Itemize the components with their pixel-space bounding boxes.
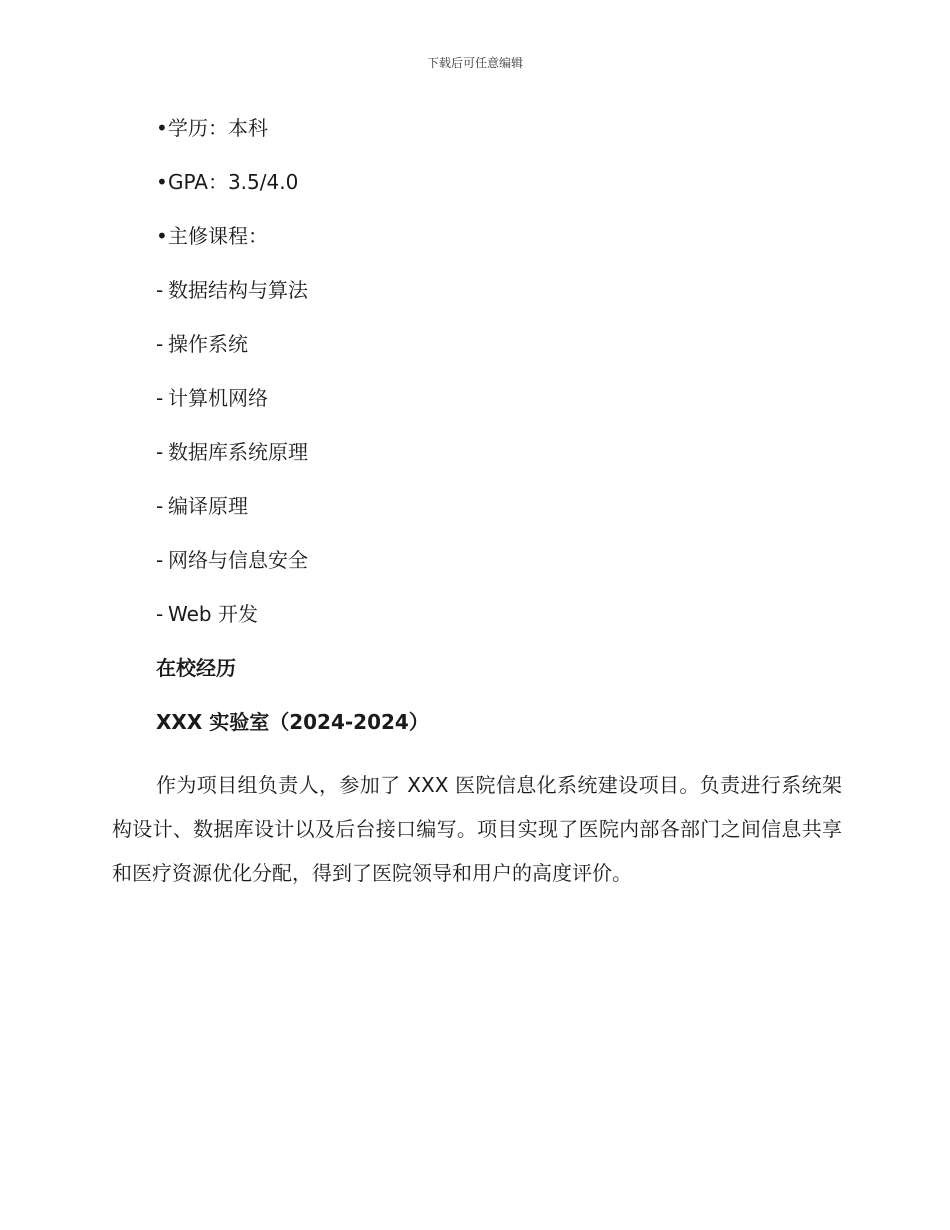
course-item: [156, 490, 846, 522]
dash-icon: -: [156, 440, 164, 464]
header-note: 下载后可任意编辑: [426, 56, 523, 70]
course-item: [156, 544, 846, 576]
dash-icon: -: [156, 548, 164, 572]
bullet-item-gpa: [156, 166, 846, 198]
bullet-icon: •: [156, 170, 168, 194]
course-text: 操作系统: [168, 332, 248, 356]
bullet-icon: •: [156, 116, 168, 140]
course-item: [156, 598, 846, 630]
course-item: [156, 382, 846, 414]
course-text: 网络与信息安全: [168, 548, 308, 572]
bullet-icon: •: [156, 224, 168, 248]
dash-icon: -: [156, 494, 164, 518]
resume-content: [156, 112, 846, 760]
course-text: 数据结构与算法: [168, 278, 308, 302]
section-heading: 在校经历: [156, 656, 236, 680]
course-text: 数据库系统原理: [168, 440, 308, 464]
course-item: [156, 274, 846, 306]
dash-icon: -: [156, 602, 164, 626]
dash-icon: -: [156, 386, 164, 410]
dash-icon: -: [156, 278, 164, 302]
course-item: [156, 436, 846, 468]
dash-icon: -: [156, 332, 164, 356]
bullet-text: 学历：本科: [168, 116, 268, 140]
course-text: 计算机网络: [168, 386, 268, 410]
bullet-text: 主修课程：: [168, 224, 268, 248]
bullet-item-education: [156, 112, 846, 144]
bullet-item-courses: [156, 220, 846, 252]
course-item: [156, 328, 846, 360]
course-text: Web 开发: [168, 602, 258, 626]
course-text: 编译原理: [168, 494, 248, 518]
bullet-text: GPA：3.5/4.0: [168, 170, 299, 194]
lab-heading: XXX 实验室（2024-2024）: [156, 710, 429, 734]
experience-paragraph: 作为项目组负责人，参加了 XXX 医院信息化系统建设项目。负责进行系统架构设计、数据库设计以及后台接口编写。项目实现了医院内部各部门之间信息共享和医疗资源优化分配，得到了医院领导和用户的高度评价。: [112, 773, 842, 885]
